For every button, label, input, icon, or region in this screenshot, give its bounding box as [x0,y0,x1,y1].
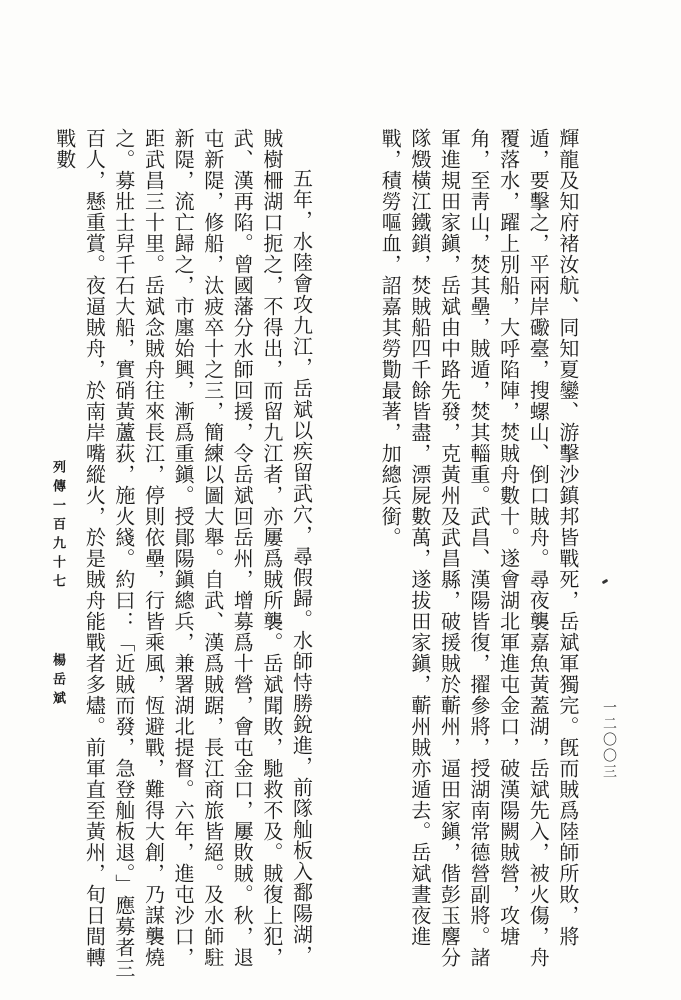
running-head-subject: 楊岳斌 [50,653,65,710]
page-number: 一二〇〇三 [601,700,617,780]
running-head-volume: 列傳一百九十七 [50,460,65,593]
paragraph-1: 輝龍及知府褚汝航、同知夏鑾、游擊沙鎮邦皆戰死，岳斌軍獨完。旣而賊爲陸師所敗，將遁，要擊之，平兩岸礮臺，搜螺山、倒口賊舟。尋夜襲嘉魚黃蓋湖，岳斌先入，被火傷，舟覆落水，躍上別船，大呼陷陣，焚賊舟數十。遂會湖北軍進屯金口，破漢陽闕賊營，攻塘角，至靑山，焚其壘，賊遁，焚其輜重。武昌、漢陽皆復，擢參將，授湖南常德營副將。諸軍進規田家鎭，岳斌由中路先發，克黃州及武昌縣，破援賊於蘄州，逼田家鎭，偕彭玉麐分隊燬橫江鐵鎖，焚賊船四千餘皆盡，漂屍數萬，遂拔田家鎭，蘄州賊亦遁去。岳斌晝夜進戰，積勞嘔血，詔嘉其勞勩最著，加總兵銜。 [378,128,580,968]
paragraph-2: 五年，水陸會攻九江，岳斌以疾留武穴，尋假歸。水師恃勝銳進，前隊舢板入鄱陽湖，賊樹柵湖口扼之，不得出，而留九江者，亦屢爲賊所襲。岳斌聞敗，馳救不及。賊復上犯，武、漢再陷。曾國藩分水師回援，令岳斌回岳州，增募爲十營，會屯金口，屢敗賊。秋，退屯新隄，修船，汰疲卒十之三，簡練以圖大舉。自武、漢爲賊踞，長江商旅皆絕。及水師駐新隄，流亡歸之，市廛始興，漸爲重鎭。授鄖陽鎭總兵，兼署湖北提督。六年，進屯沙口，距武昌三十里。岳斌念賊舟往來長江，停則依壘，行皆乘風，恆避戰，難得大創，乃謀襲燒之。募壯士舁千石大船，實硝黃蘆荻，施火綫。約曰：「近賊而發，急登舢板退。」應募者三百人，懸重賞。夜逼賊舟，於南岸嘴縱火，於是賊舟能戰者多燼。前軍直至黃州，旬日間轉戰數 [52,128,314,979]
running-head [48,460,67,710]
